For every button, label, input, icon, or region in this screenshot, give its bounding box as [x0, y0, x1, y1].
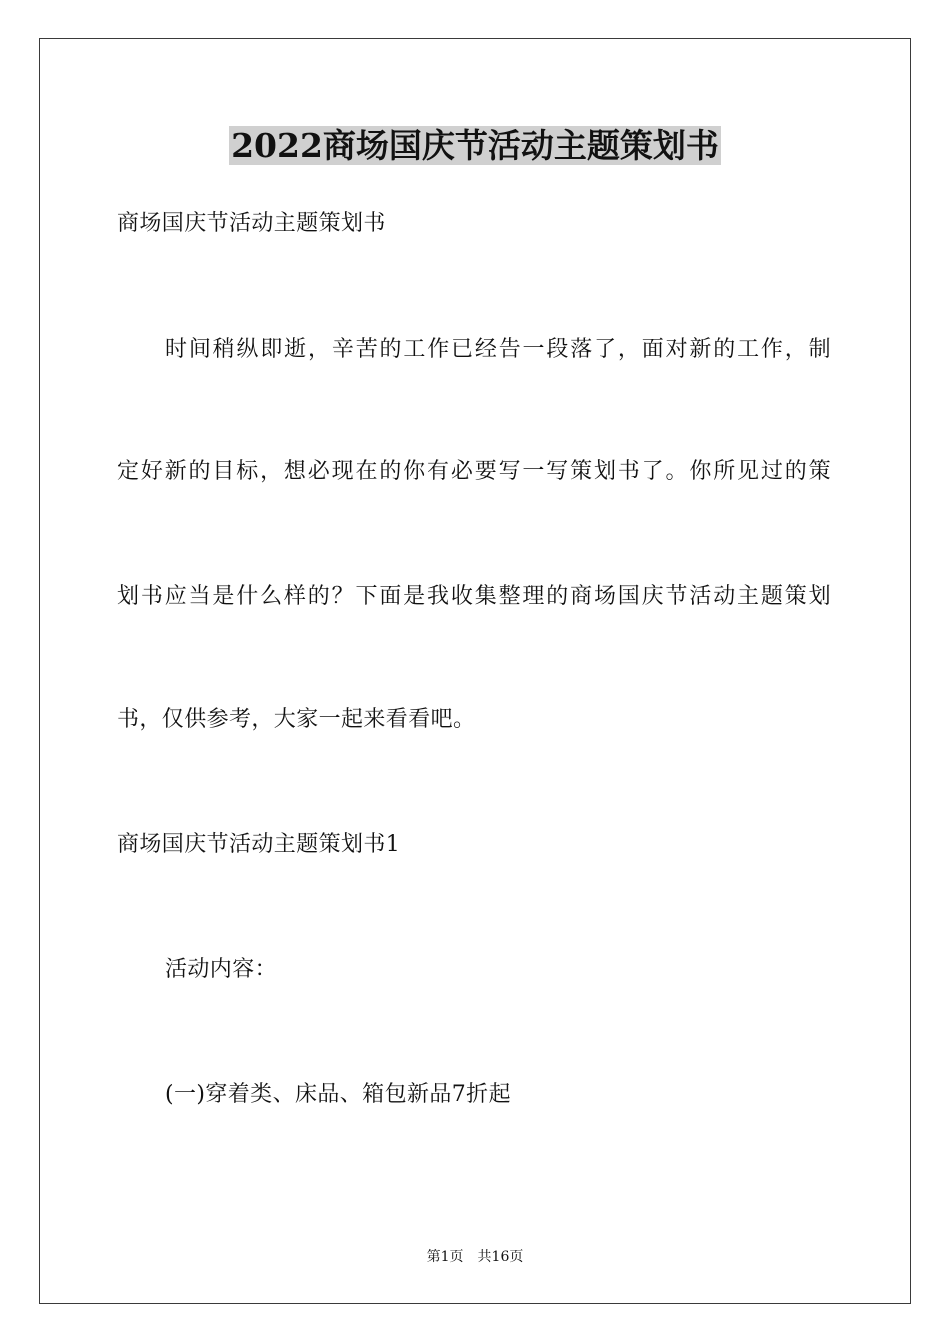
intro-line-2: 定好新的目标，想必现在的你有必要写一写策划书了。你所见过的策 — [117, 459, 831, 484]
document-title-text: 2022商场国庆节活动主题策划书 — [231, 126, 719, 165]
page-number-current: 第1页 — [426, 1249, 464, 1265]
page-footer — [0, 1247, 950, 1267]
activity-label: 活动内容： — [165, 957, 278, 982]
intro-line-1: 时间稍纵即逝，辛苦的工作已经告一段落了，面对新的工作，制 — [165, 337, 831, 362]
activity-item-1: (一)穿着类、床品、箱包新品7折起 — [165, 1082, 511, 1107]
intro-line-3: 划书应当是什么样的？下面是我收集整理的商场国庆节活动主题策划 — [117, 584, 831, 609]
section-heading: 商场国庆节活动主题策划书1 — [117, 832, 401, 857]
intro-line-4: 书，仅供参考，大家一起来看看吧。 — [117, 707, 476, 732]
document-title — [0, 124, 950, 168]
page-number-total: 共16页 — [477, 1249, 524, 1265]
document-subtitle: 商场国庆节活动主题策划书 — [117, 211, 386, 236]
